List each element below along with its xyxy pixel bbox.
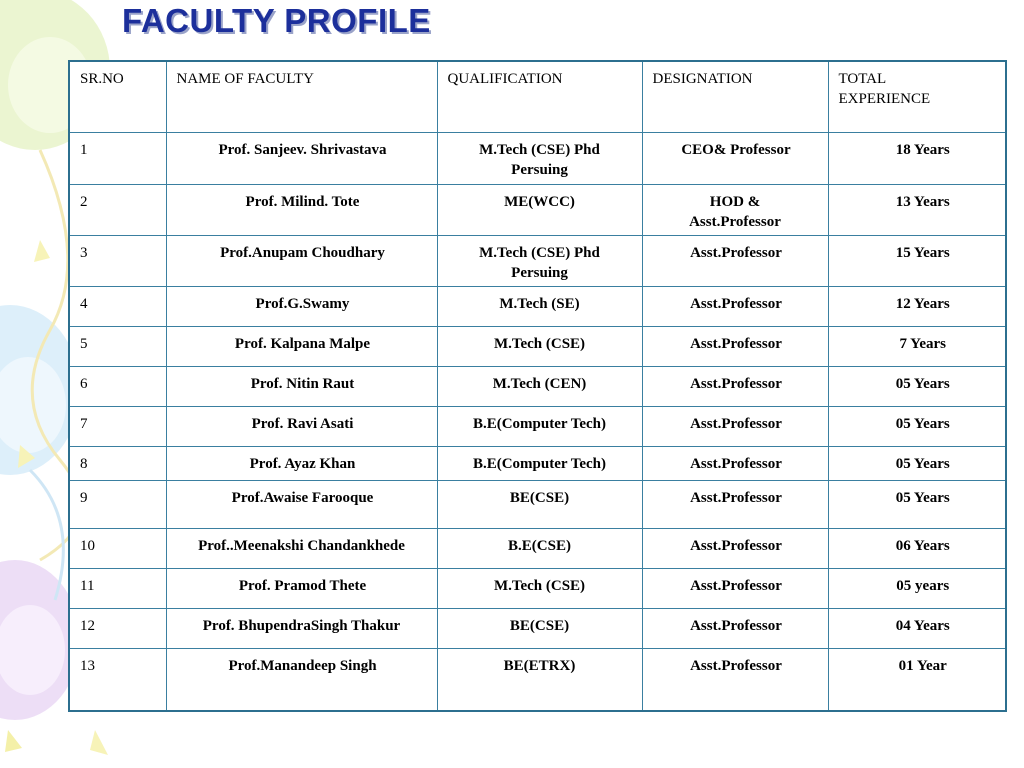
page-title: FACULTY PROFILE: [122, 2, 431, 39]
cell-sr: 4: [69, 287, 166, 327]
cell-sr: 10: [69, 529, 166, 569]
cell-experience: 05 Years: [828, 367, 1006, 407]
table-row: [69, 327, 1006, 367]
header-name: NAME OF FACULTY: [166, 61, 437, 133]
star-2: [34, 240, 50, 262]
table-row: [69, 407, 1006, 447]
cell-name: Prof. Ravi Asati: [166, 407, 437, 447]
cell-experience: 05 years: [828, 569, 1006, 609]
table-row: [69, 287, 1006, 327]
cell-designation: Asst.Professor: [642, 236, 828, 287]
cell-designation: CEO& Professor: [642, 133, 828, 185]
star-6: [90, 730, 108, 755]
cell-qualification: B.E(Computer Tech): [437, 407, 642, 447]
table-row: [69, 529, 1006, 569]
cell-designation: Asst.Professor: [642, 287, 828, 327]
star-7: [5, 730, 22, 752]
cell-qualification: BE(CSE): [437, 609, 642, 649]
cell-name: Prof..Meenakshi Chandankhede: [166, 529, 437, 569]
cell-name: Prof. Sanjeev. Shrivastava: [166, 133, 437, 185]
faculty-table: [68, 60, 1007, 712]
table-row: [69, 649, 1006, 711]
cell-experience: 06 Years: [828, 529, 1006, 569]
cell-designation: Asst.Professor: [642, 529, 828, 569]
cell-designation: HOD & Asst.Professor: [642, 185, 828, 236]
cell-designation: Asst.Professor: [642, 447, 828, 481]
cell-sr: 7: [69, 407, 166, 447]
cell-experience: 05 Years: [828, 407, 1006, 447]
cell-designation: Asst.Professor: [642, 367, 828, 407]
cell-name: Prof.Awaise Farooque: [166, 481, 437, 529]
cell-qualification: ME(WCC): [437, 185, 642, 236]
cell-designation: Asst.Professor: [642, 481, 828, 529]
cell-qualification: BE(ETRX): [437, 649, 642, 711]
cell-experience: 13 Years: [828, 185, 1006, 236]
table-row: [69, 481, 1006, 529]
cell-experience: 12 Years: [828, 287, 1006, 327]
cell-designation: Asst.Professor: [642, 609, 828, 649]
header-qualification: QUALIFICATION: [437, 61, 642, 133]
cell-name: Prof.G.Swamy: [166, 287, 437, 327]
faculty-table-container: [68, 60, 1005, 712]
cell-designation: Asst.Professor: [642, 407, 828, 447]
cell-qualification: M.Tech (CSE): [437, 327, 642, 367]
cell-qualification: M.Tech (SE): [437, 287, 642, 327]
table-row: [69, 447, 1006, 481]
cell-name: Prof. BhupendraSingh Thakur: [166, 609, 437, 649]
table-row: [69, 367, 1006, 407]
cell-designation: Asst.Professor: [642, 327, 828, 367]
cell-name: Prof. Milind. Tote: [166, 185, 437, 236]
header-experience: TOTAL EXPERIENCE: [828, 61, 1006, 133]
cell-designation: Asst.Professor: [642, 649, 828, 711]
cell-sr: 12: [69, 609, 166, 649]
header-designation: DESIGNATION: [642, 61, 828, 133]
table-row: [69, 236, 1006, 287]
cell-sr: 1: [69, 133, 166, 185]
cell-experience: 18 Years: [828, 133, 1006, 185]
cell-sr: 8: [69, 447, 166, 481]
table-row: [69, 133, 1006, 185]
cell-sr: 3: [69, 236, 166, 287]
cell-name: Prof. Kalpana Malpe: [166, 327, 437, 367]
table-row: [69, 609, 1006, 649]
cell-sr: 9: [69, 481, 166, 529]
cell-experience: 15 Years: [828, 236, 1006, 287]
table-row: [69, 569, 1006, 609]
cell-experience: 05 Years: [828, 481, 1006, 529]
cell-experience: 04 Years: [828, 609, 1006, 649]
cell-qualification: M.Tech (CSE) Phd Persuing: [437, 236, 642, 287]
cell-sr: 2: [69, 185, 166, 236]
cell-sr: 11: [69, 569, 166, 609]
cell-qualification: BE(CSE): [437, 481, 642, 529]
cell-name: Prof.Anupam Choudhary: [166, 236, 437, 287]
cell-name: Prof.Manandeep Singh: [166, 649, 437, 711]
cell-qualification: M.Tech (CEN): [437, 367, 642, 407]
cell-experience: 7 Years: [828, 327, 1006, 367]
cell-qualification: M.Tech (CSE): [437, 569, 642, 609]
cell-sr: 5: [69, 327, 166, 367]
table-header-row: [69, 61, 1006, 133]
cell-designation: Asst.Professor: [642, 569, 828, 609]
cell-sr: 13: [69, 649, 166, 711]
cell-name: Prof. Pramod Thete: [166, 569, 437, 609]
cell-name: Prof. Nitin Raut: [166, 367, 437, 407]
table-row: [69, 185, 1006, 236]
cell-name: Prof. Ayaz Khan: [166, 447, 437, 481]
cell-experience: 05 Years: [828, 447, 1006, 481]
cell-qualification: M.Tech (CSE) Phd Persuing: [437, 133, 642, 185]
cell-sr: 6: [69, 367, 166, 407]
cell-qualification: B.E(Computer Tech): [437, 447, 642, 481]
cell-experience: 01 Year: [828, 649, 1006, 711]
header-sr-no: SR.NO: [69, 61, 166, 133]
cell-qualification: B.E(CSE): [437, 529, 642, 569]
